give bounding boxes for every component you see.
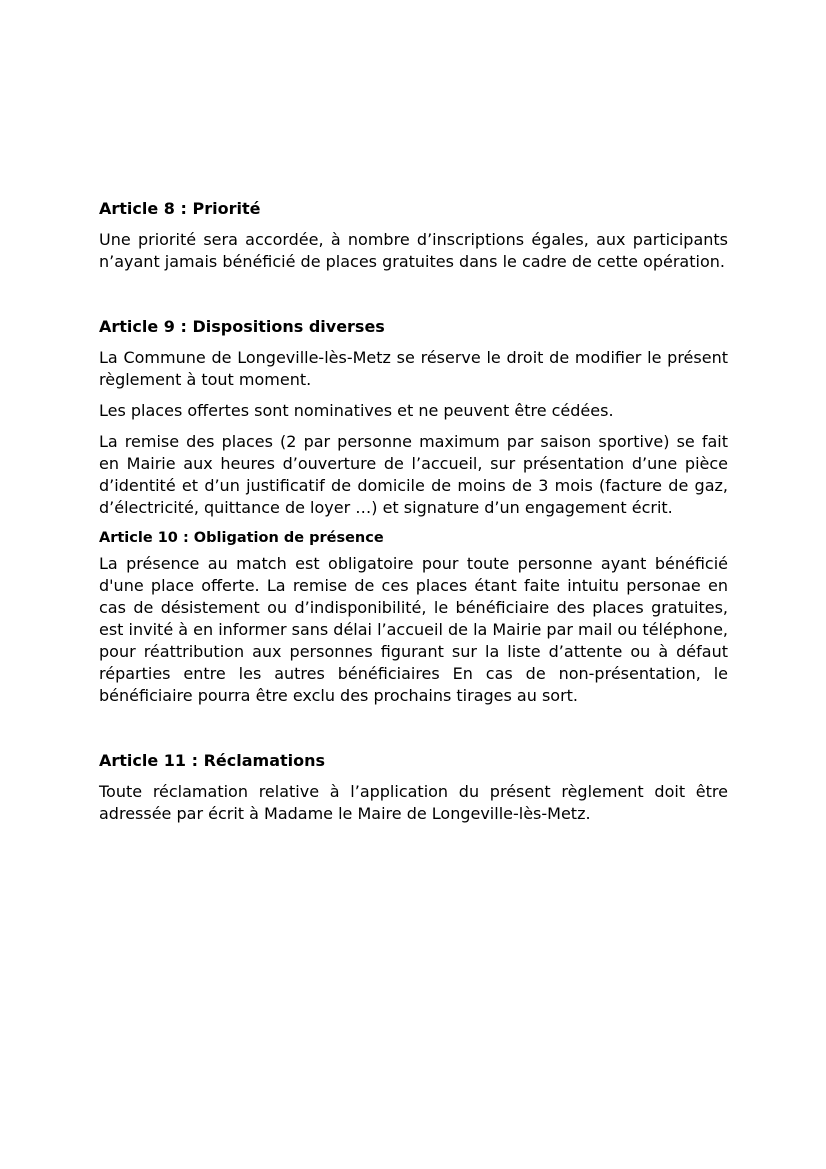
document-page (99, 198, 728, 834)
article-paragraph: Toute réclamation relative à l’application du présent règlement doit être adressée par écrit à Madame le Maire de Longeville-lès-Metz. (99, 782, 728, 823)
article-heading: Article 8 : Priorité (99, 199, 261, 218)
article-paragraph: Une priorité sera accordée, à nombre d’inscriptions égales, aux participants n’ayant jamais bénéficié de places gratuites dans le cadre de cette opération. (99, 230, 728, 271)
section-spacer (99, 282, 728, 316)
article-paragraph: La Commune de Longeville-lès-Metz se réserve le droit de modifier le présent règlement à tout moment. (99, 348, 728, 389)
article-paragraph: Les places offertes sont nominatives et ne peuvent être cédées. (99, 401, 614, 420)
article-paragraph: La présence au match est obligatoire pour toute personne ayant bénéficié d'une place offerte. La remise de ces places étant faite intuitu personae en cas de désistement ou d’indisponibilité, le bénéficiaire des places gratuites, est invité à en informer sans délai l’accueil de la Mairie par mail ou téléphone, pour réattribution aux personnes figurant sur la liste d’attente ou à défaut réparties entre les autres bénéficiaires En cas de non-présentation, le bénéficiaire pourra être exclu des prochains tirages au sort. (99, 554, 728, 705)
article-9 (99, 316, 728, 519)
article-8 (99, 198, 728, 273)
article-11 (99, 750, 728, 825)
article-heading: Article 9 : Dispositions diverses (99, 317, 385, 336)
section-spacer (99, 716, 728, 750)
article-paragraph: La remise des places (2 par personne maximum par saison sportive) se fait en Mairie aux heures d’ouverture de l’accueil, sur présentation d’une pièce d’identité et d’un justificatif de domicile de moins de 3 mois (facture de gaz, d’électricité, quittance de loyer …) et signature d’un engagement écrit. (99, 432, 728, 517)
article-heading: Article 10 : Obligation de présence (99, 530, 384, 546)
article-heading: Article 11 : Réclamations (99, 751, 326, 770)
article-10 (99, 528, 728, 707)
